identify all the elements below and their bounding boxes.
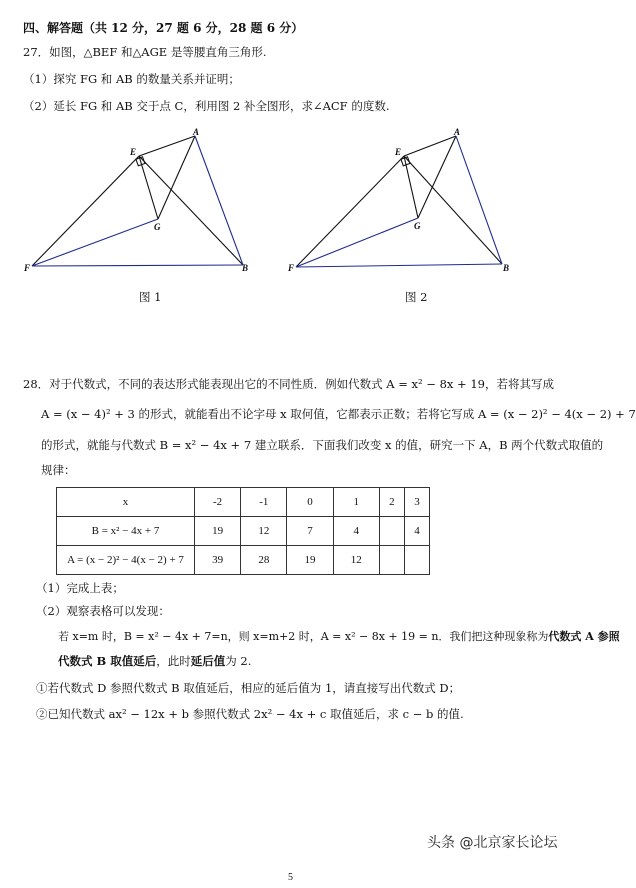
q27-part2: （2）延长 FG 和 AB 交于点 C，利用图 2 补全图形，求∠ACF 的度数. bbox=[23, 99, 390, 113]
fig2-caption: 图 2 bbox=[405, 290, 428, 304]
fig1-caption: 图 1 bbox=[139, 290, 162, 304]
q28-line1: 28．对于代数式，不同的表达形式能表现出它的不同性质．例如代数式 A = x² − 8x + 19，若将其写成 bbox=[23, 377, 554, 391]
q27-stem: 27．如图，△BEF 和△AGE 是等腰直角三角形. bbox=[23, 45, 267, 59]
obs-bold-term: 代数式 B 取值延后 bbox=[58, 654, 157, 668]
table-header-cell: 0 bbox=[287, 488, 333, 517]
fig1-seg-EF bbox=[32, 156, 139, 266]
table-row-label: A = (x − 2)² − 4(x − 2) + 7 bbox=[57, 546, 195, 575]
fig1-seg-FB bbox=[32, 265, 243, 266]
fig1-label-B: B bbox=[242, 263, 249, 273]
q28-line2: A = (x − 4)² + 3 的形式，就能看出不论字母 x 取何值，它都表示正数；若将它写成 A = (x − 2)² − 4(x − 2) + 7 bbox=[41, 407, 636, 421]
q28-line4: 规律： bbox=[41, 463, 76, 477]
table-cell bbox=[404, 546, 429, 575]
fig1-label-A: A bbox=[193, 127, 200, 137]
table-cell: 4 bbox=[333, 517, 379, 546]
table-header-cell: 1 bbox=[333, 488, 379, 517]
table-header-cell: -1 bbox=[241, 488, 287, 517]
table-row-label: B = x² − 4x + 7 bbox=[57, 517, 195, 546]
q27-part1: （1）探究 FG 和 AB 的数量关系并证明； bbox=[23, 72, 240, 86]
table-header-row bbox=[57, 488, 430, 517]
q28-line3: 的形式，就能与代数式 B = x² − 4x + 7 建立联系．下面我们改变 x 的值，研究一下 A，B 两个代数式取值的 bbox=[41, 438, 604, 452]
fig1-seg-AB bbox=[195, 136, 243, 265]
table-row-B bbox=[57, 517, 430, 546]
obs-bold-term: 代数式 A 参照 bbox=[548, 630, 620, 643]
table-cell: 28 bbox=[241, 546, 287, 575]
figure-1 bbox=[20, 125, 270, 280]
page-number: 5 bbox=[288, 872, 293, 883]
table-cell: 12 bbox=[333, 546, 379, 575]
table-cell: 4 bbox=[404, 517, 429, 546]
obs-text: 为 2. bbox=[225, 654, 252, 668]
table-cell: 19 bbox=[195, 517, 241, 546]
fig2-seg-FG bbox=[296, 218, 418, 267]
table-cell: 12 bbox=[241, 517, 287, 546]
fig2-label-F: F bbox=[288, 263, 295, 273]
section-title: 四、解答题（共 12 分，27 题 6 分，28 题 6 分） bbox=[23, 21, 304, 35]
table-header-cell: 2 bbox=[379, 488, 404, 517]
table-cell: 39 bbox=[195, 546, 241, 575]
table-header-cell: 3 bbox=[404, 488, 429, 517]
fig2-label-E: E bbox=[395, 147, 402, 157]
values-table bbox=[56, 487, 430, 575]
table-cell: 19 bbox=[287, 546, 333, 575]
watermark: 头条 @北京家长论坛 bbox=[427, 835, 558, 851]
fig1-label-F: F bbox=[24, 263, 31, 273]
table-cell bbox=[379, 517, 404, 546]
table-cell bbox=[379, 546, 404, 575]
table-cell: 7 bbox=[287, 517, 333, 546]
table-row-A bbox=[57, 546, 430, 575]
q28-observation-line1 bbox=[58, 628, 620, 644]
obs-bold-term: 延后值 bbox=[190, 654, 226, 668]
obs-text: 若 x=m 时，B = x² − 4x + 7=n，则 x=m+2 时，A = x² − 8x + 19 = n．我们把这种现象称为 bbox=[58, 630, 549, 643]
table-header-cell: -2 bbox=[195, 488, 241, 517]
q28-sub1: ①若代数式 D 参照代数式 B 取值延后，相应的延后值为 1，请直接写出代数式 D； bbox=[36, 681, 461, 695]
fig2-label-G: G bbox=[414, 221, 421, 231]
fig2-seg-EB bbox=[404, 156, 502, 264]
fig1-label-G: G bbox=[154, 222, 161, 232]
table-header-x: x bbox=[57, 488, 195, 517]
fig2-label-B: B bbox=[503, 263, 510, 273]
fig2-seg-FB bbox=[296, 264, 502, 267]
obs-text: ，此时 bbox=[156, 654, 191, 668]
fig1-seg-FG bbox=[32, 219, 158, 266]
fig1-label-E: E bbox=[130, 147, 137, 157]
q28-sub2: ②已知代数式 ax² − 12x + b 参照代数式 2x² − 4x + c 取值延后，求 c − b 的值. bbox=[36, 707, 464, 721]
fig1-seg-EA bbox=[139, 136, 195, 156]
fig2-seg-AB bbox=[456, 136, 502, 264]
q28-part2: （2）观察表格可以发现： bbox=[36, 604, 170, 618]
fig2-label-A: A bbox=[454, 127, 461, 137]
q28-part1: （1）完成上表； bbox=[36, 581, 124, 595]
fig1-seg-AG bbox=[158, 136, 195, 219]
fig1-seg-EB bbox=[139, 156, 243, 265]
fig2-seg-EF bbox=[296, 156, 404, 267]
q28-observation-line2 bbox=[58, 653, 251, 669]
figure-2 bbox=[284, 125, 534, 280]
